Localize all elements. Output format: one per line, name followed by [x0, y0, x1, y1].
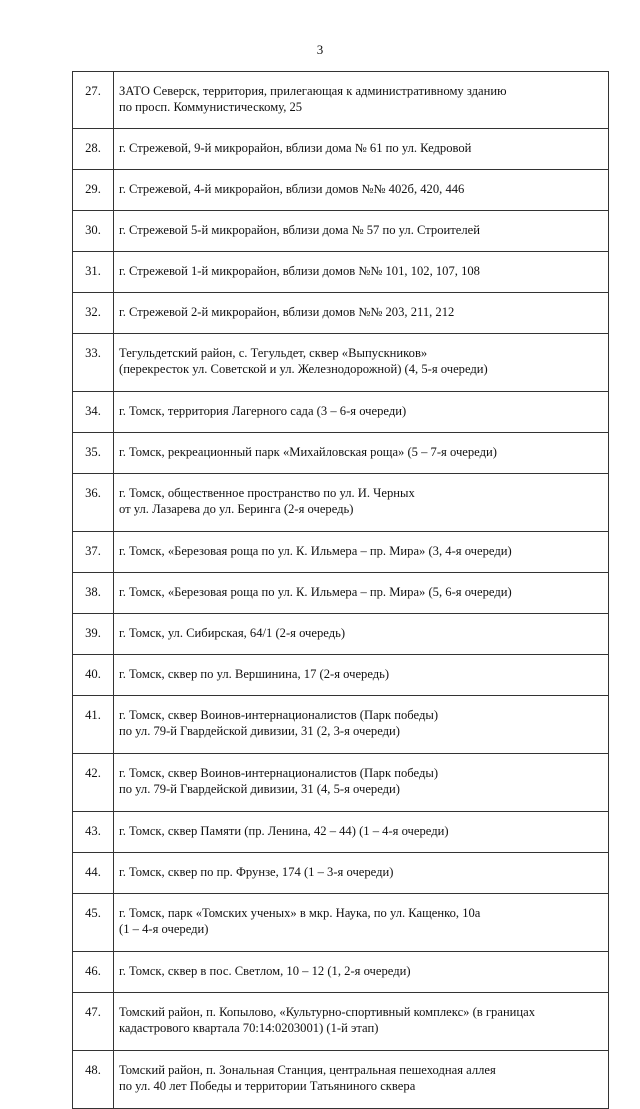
- table-row: [73, 696, 609, 754]
- table-row: [73, 211, 609, 252]
- row-number: 37.: [73, 532, 114, 573]
- row-number: 32.: [73, 293, 114, 334]
- table-row: [73, 754, 609, 812]
- table-row: [73, 72, 609, 129]
- table-row: [73, 474, 609, 532]
- row-description: г. Томск, ул. Сибирская, 64/1 (2-я очередь): [114, 614, 609, 655]
- row-number: 47.: [73, 993, 114, 1051]
- table-row: [73, 170, 609, 211]
- row-number: 45.: [73, 894, 114, 952]
- row-description: г. Томск, «Березовая роща по ул. К. Ильмера – пр. Мира» (5, 6-я очереди): [114, 573, 609, 614]
- table-row: [73, 853, 609, 894]
- table-row: [73, 129, 609, 170]
- row-description: Томский район, п. Зональная Станция, центральная пешеходная аллея по ул. 40 лет Победы и территории Татьяниного сквера: [114, 1051, 609, 1109]
- row-number: 30.: [73, 211, 114, 252]
- table-body: [73, 72, 609, 1109]
- row-number: 46.: [73, 952, 114, 993]
- row-description: Томский район, п. Копылово, «Культурно-спортивный комплекс» (в границах кадастрового квартала 70:14:0203001) (1-й этап): [114, 993, 609, 1051]
- page-number: 3: [316, 42, 324, 57]
- row-number: 28.: [73, 129, 114, 170]
- row-number: 39.: [73, 614, 114, 655]
- table-row: [73, 573, 609, 614]
- table-row: [73, 334, 609, 392]
- row-number: 34.: [73, 392, 114, 433]
- row-number: 41.: [73, 696, 114, 754]
- table-row: [73, 293, 609, 334]
- row-number: 44.: [73, 853, 114, 894]
- row-description: г. Томск, территория Лагерного сада (3 – 6-я очереди): [114, 392, 609, 433]
- row-description: г. Стрежевой, 9-й микрорайон, вблизи дома № 61 по ул. Кедровой: [114, 129, 609, 170]
- row-description: г. Стрежевой, 4-й микрорайон, вблизи домов №№ 402б, 420, 446: [114, 170, 609, 211]
- table-row: [73, 1051, 609, 1109]
- row-number: 42.: [73, 754, 114, 812]
- row-number: 48.: [73, 1051, 114, 1109]
- row-description: г. Стрежевой 2-й микрорайон, вблизи домов №№ 203, 211, 212: [114, 293, 609, 334]
- table-row: [73, 655, 609, 696]
- row-number: 40.: [73, 655, 114, 696]
- row-number: 38.: [73, 573, 114, 614]
- row-description: г. Томск, сквер Воинов-интернационалистов (Парк победы) по ул. 79-й Гвардейской дивизии, 31 (4, 5-я очереди): [114, 754, 609, 812]
- table-row: [73, 894, 609, 952]
- locations-table: [72, 71, 609, 1109]
- row-number: 36.: [73, 474, 114, 532]
- row-description: г. Томск, сквер в пос. Светлом, 10 – 12 (1, 2-я очереди): [114, 952, 609, 993]
- table-row: [73, 952, 609, 993]
- row-number: 43.: [73, 812, 114, 853]
- row-description: г. Томск, сквер по ул. Вершинина, 17 (2-я очередь): [114, 655, 609, 696]
- row-description: г. Томск, парк «Томских ученых» в мкр. Наука, по ул. Кащенко, 10а (1 – 4-я очереди): [114, 894, 609, 952]
- table-row: [73, 392, 609, 433]
- table-row: [73, 993, 609, 1051]
- row-description: г. Томск, сквер Памяти (пр. Ленина, 42 – 44) (1 – 4-я очереди): [114, 812, 609, 853]
- table-row: [73, 614, 609, 655]
- row-description: г. Стрежевой 1-й микрорайон, вблизи домов №№ 101, 102, 107, 108: [114, 252, 609, 293]
- table-row: [73, 532, 609, 573]
- row-description: ЗАТО Северск, территория, прилегающая к административному зданию по просп. Коммунистическому, 25: [114, 72, 609, 129]
- row-description: г. Томск, рекреационный парк «Михайловская роща» (5 – 7-я очереди): [114, 433, 609, 474]
- row-description: г. Томск, общественное пространство по ул. И. Черных от ул. Лазарева до ул. Беринга (2-я очередь): [114, 474, 609, 532]
- row-description: Тегульдетский район, с. Тегульдет, сквер «Выпускников» (перекресток ул. Советской и ул. Железнодорожной) (4, 5-я очереди): [114, 334, 609, 392]
- row-description: г. Стрежевой 5-й микрорайон, вблизи дома № 57 по ул. Строителей: [114, 211, 609, 252]
- table-row: [73, 812, 609, 853]
- row-number: 29.: [73, 170, 114, 211]
- row-number: 27.: [73, 72, 114, 129]
- row-number: 31.: [73, 252, 114, 293]
- table-row: [73, 433, 609, 474]
- row-number: 33.: [73, 334, 114, 392]
- table-row: [73, 252, 609, 293]
- row-description: г. Томск, «Березовая роща по ул. К. Ильмера – пр. Мира» (3, 4-я очереди): [114, 532, 609, 573]
- row-description: г. Томск, сквер по пр. Фрунзе, 174 (1 – 3-я очереди): [114, 853, 609, 894]
- row-description: г. Томск, сквер Воинов-интернационалистов (Парк победы) по ул. 79-й Гвардейской дивизии, 31 (2, 3-я очереди): [114, 696, 609, 754]
- row-number: 35.: [73, 433, 114, 474]
